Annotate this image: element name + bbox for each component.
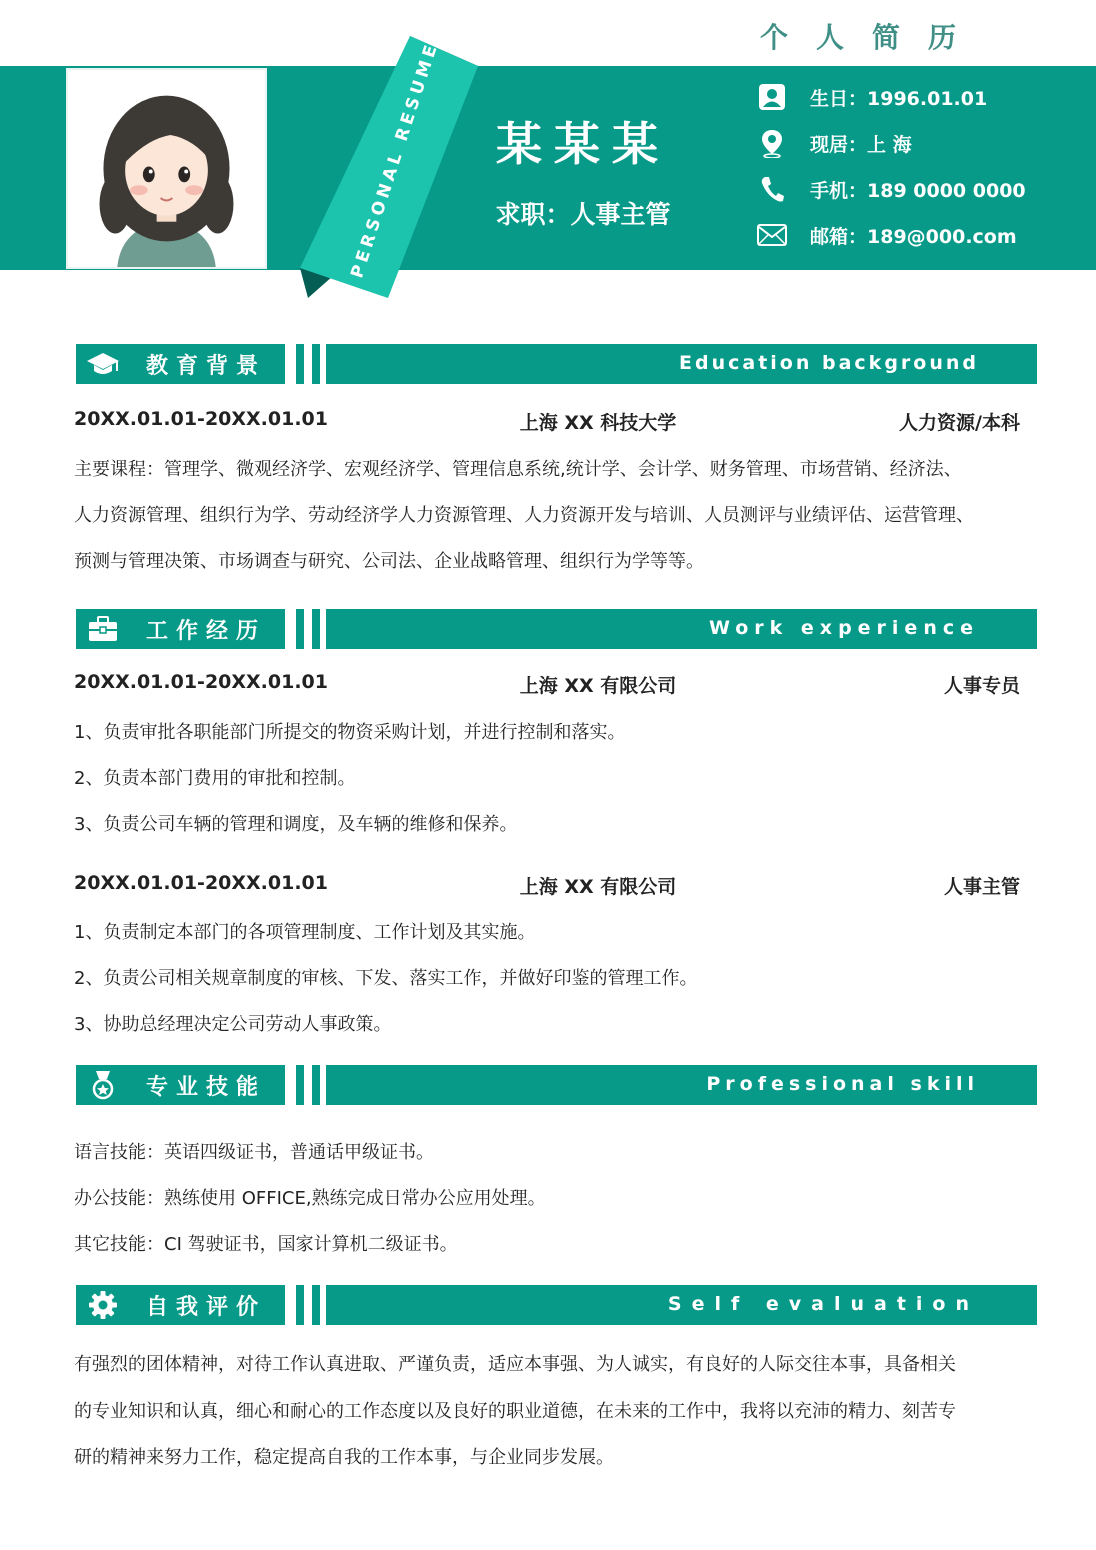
work-company: 上海 XX 有限公司 — [519, 876, 677, 898]
education-entry — [74, 408, 1020, 434]
section-header-work — [76, 609, 1037, 649]
work-role: 人事主管 — [943, 876, 1020, 898]
work-company: 上海 XX 有限公司 — [519, 675, 677, 697]
education-major: 人力资源/本科 — [899, 412, 1020, 434]
section-title-en: Work experience — [708, 617, 979, 639]
course-line: 主要课程：管理学、微观经济学、宏观经济学、管理信息系统,统计学、会计学、财务管理、市场营销、经济法、 — [74, 459, 962, 480]
education-school: 上海 XX 科技大学 — [519, 412, 677, 434]
duty-line: 1、负责制定本部门的各项管理制度、工作计划及其实施。 — [74, 922, 536, 943]
resume-title: 个人简历 — [759, 21, 984, 54]
work-date: 20XX.01.01-20XX.01.01 — [74, 671, 328, 693]
section-header-self-evaluation — [76, 1285, 1037, 1325]
work-entry — [74, 671, 1020, 697]
self-evaluation-line: 有强烈的团体精神，对待工作认真进取、严谨负责，适应本事强、为人诚实，有良好的人际交往本事，具备相关 — [74, 1354, 956, 1375]
section-header-education — [76, 344, 1037, 384]
contact-text: 手机：189 0000 0000 — [810, 179, 1026, 202]
contact-text: 生日：1996.01.01 — [810, 87, 988, 110]
ribbon-text: PERSONAL RESUME — [347, 39, 443, 281]
self-evaluation-line: 的专业知识和认真，细心和耐心的工作态度以及良好的职业道德，在未来的工作中，我将以充沛的精力、刻苦专 — [74, 1401, 956, 1422]
person-icon — [756, 82, 788, 112]
job-objective: 求职：人事主管 — [495, 200, 671, 229]
duty-line: 3、协助总经理决定公司劳动人事政策。 — [74, 1014, 392, 1035]
work-date: 20XX.01.01-20XX.01.01 — [74, 872, 328, 894]
section-title-en: Education background — [679, 352, 979, 374]
duty-line: 3、负责公司车辆的管理和调度，及车辆的维修和保养。 — [74, 814, 518, 835]
candidate-name: 某某某 — [496, 117, 670, 171]
skill-line: 办公技能：熟练使用 OFFICE,熟练完成日常办公应用处理。 — [74, 1188, 546, 1209]
contact-text: 邮箱：189@000.com — [810, 225, 1017, 248]
contact-text: 现居：上 海 — [810, 133, 912, 156]
section-title: 自我评价 — [146, 1294, 267, 1320]
section-title: 工作经历 — [146, 618, 267, 644]
contact-phone — [756, 174, 1086, 204]
medal-icon — [76, 1065, 130, 1105]
contact-location — [756, 128, 1086, 158]
briefcase-icon — [76, 609, 130, 649]
duty-line: 1、负责审批各职能部门所提交的物资采购计划，并进行控制和落实。 — [74, 722, 626, 743]
course-line: 预测与管理决策、市场调查与研究、公司法、企业战略管理、组织行为学等等。 — [74, 551, 704, 572]
envelope-icon — [756, 220, 788, 250]
contact-email — [756, 220, 1086, 250]
section-title: 专业技能 — [146, 1074, 267, 1100]
skill-line: 其它技能：CI 驾驶证书，国家计算机二级证书。 — [74, 1234, 458, 1255]
avatar — [66, 68, 267, 269]
education-date: 20XX.01.01-20XX.01.01 — [74, 408, 328, 430]
work-entry — [74, 872, 1020, 898]
graduation-cap-icon — [76, 344, 130, 384]
section-header-skills — [76, 1065, 1037, 1105]
self-evaluation-line: 研的精神来努力工作，稳定提高自我的工作本事，与企业同步发展。 — [74, 1447, 614, 1468]
gear-icon — [76, 1285, 130, 1325]
section-title: 教育背景 — [146, 353, 267, 379]
duty-line: 2、负责本部门费用的审批和控制。 — [74, 768, 356, 789]
phone-icon — [756, 174, 788, 204]
section-title-en: Self evaluation — [667, 1293, 979, 1315]
location-pin-icon — [756, 128, 788, 158]
work-role: 人事专员 — [943, 675, 1020, 697]
course-line: 人力资源管理、组织行为学、劳动经济学人力资源管理、人力资源开发与培训、人员测评与业绩评估、运营管理、 — [74, 505, 974, 526]
contact-birthday — [756, 82, 1086, 112]
section-title-en: Professional skill — [706, 1073, 979, 1095]
skill-line: 语言技能：英语四级证书，普通话甲级证书。 — [74, 1142, 434, 1163]
duty-line: 2、负责公司相关规章制度的审核、下发、落实工作，并做好印鉴的管理工作。 — [74, 968, 698, 989]
